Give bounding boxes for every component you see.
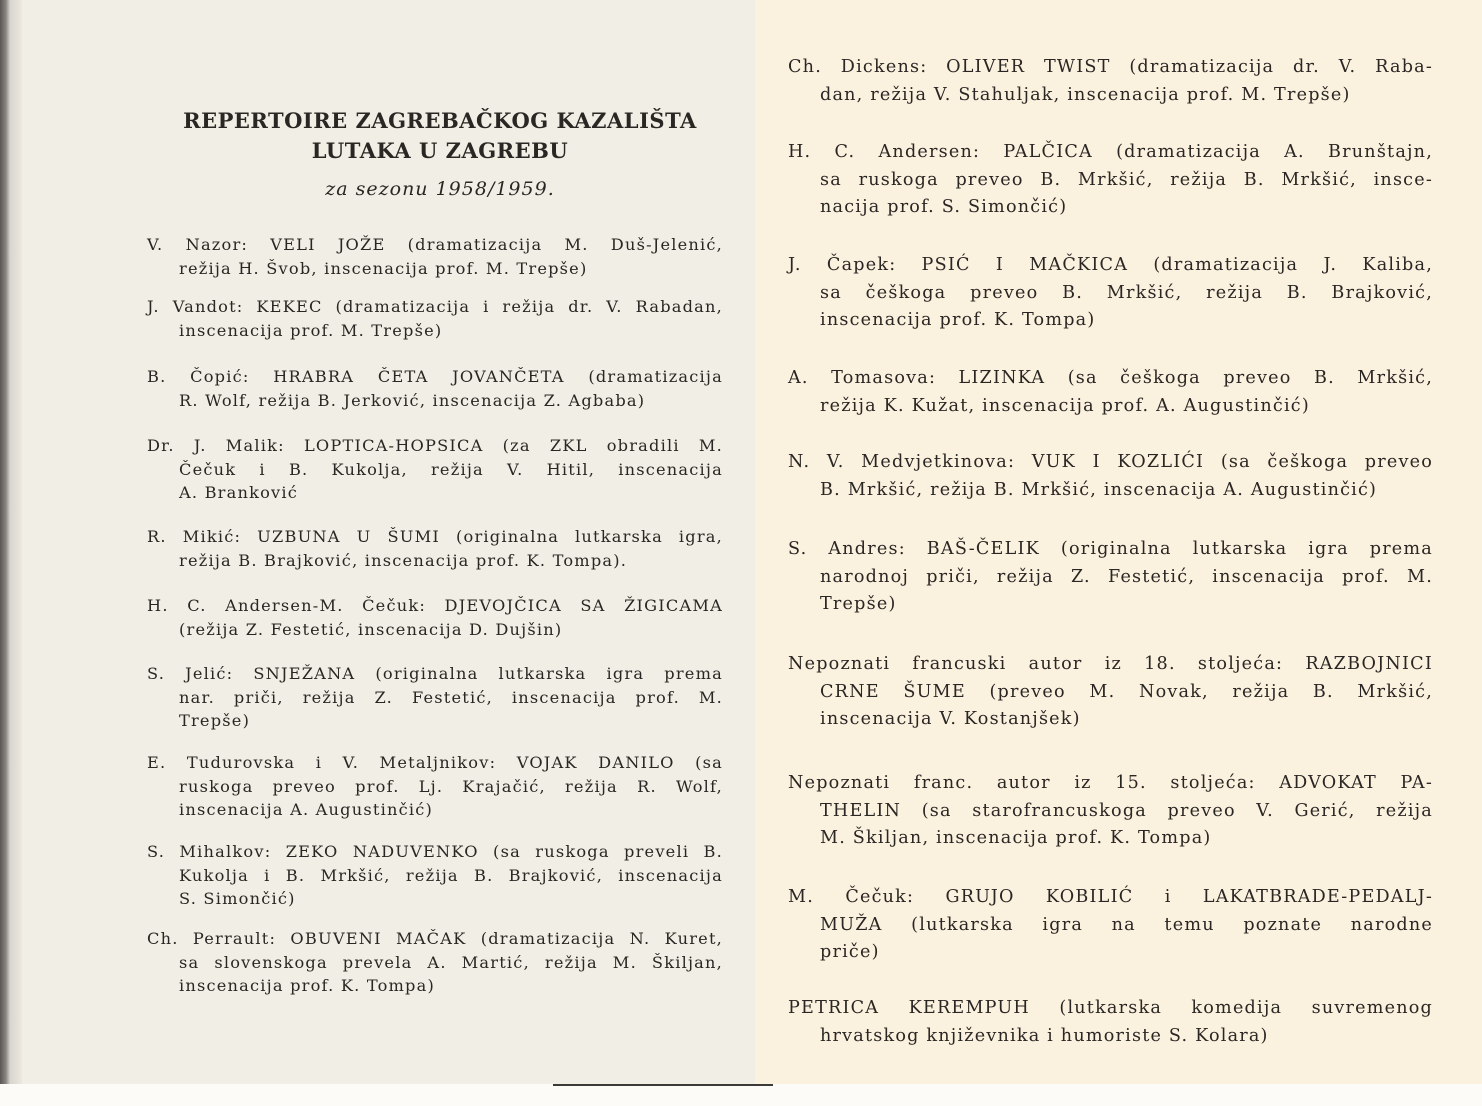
entry-line: M. Čečuk: GRUJO KOBILIĆ i LAKATBRADE-PEDALJ-	[788, 887, 1433, 907]
entry-line: B. Čopić: HRABRA ČETA JOVANČETA (dramatizacija	[147, 367, 723, 386]
entry-line: A. Tomasova: LIZINKA (sa češkoga preveo B. Mrkšić,	[788, 368, 1433, 388]
entry-left-7	[147, 662, 723, 733]
entry-continuation	[147, 686, 723, 733]
entry-continuation	[147, 319, 723, 343]
entry-line: Trepše)	[179, 711, 251, 730]
book-spine	[0, 0, 22, 1106]
bottom-edge	[0, 1084, 1482, 1106]
entry-line: S. Jelić: SNJEŽANA (originalna lutkarska igra prema	[147, 664, 723, 683]
entry-line: S. Andres: BAŠ-ČELIK (originalna lutkarska igra prema	[788, 539, 1433, 559]
entry-line: inscenacija prof. M. Trepše)	[179, 320, 443, 340]
entry-line: Dr. J. Malik: LOPTICA-HOPSICA (za ZKL obradili M.	[147, 436, 723, 455]
entry-line: M. Škiljan, inscenacija prof. K. Tompa)	[820, 828, 1212, 848]
entry-left-3	[147, 365, 723, 412]
entry-continuation	[788, 1023, 1433, 1051]
entry-line: režija H. Švob, inscenacija prof. M. Trepše)	[179, 258, 588, 278]
entry-line: sa ruskoga preveo B. Mrkšić, režija B. Mrkšić, insce-	[820, 169, 1433, 190]
entry-continuation	[147, 389, 723, 413]
entry-left-2	[147, 295, 723, 342]
entry-line: Ch. Dickens: OLIVER TWIST (dramatizacija dr. V. Raba-	[788, 57, 1433, 77]
entry-line: Nepoznati franc. autor iz 15. stoljeća: ADVOKAT PA-	[788, 773, 1433, 793]
entry-line: ruskoga preveo prof. Lj. Krajačić, režija R. Wolf,	[179, 776, 723, 796]
entry-continuation	[788, 393, 1433, 421]
entry-right-9	[788, 884, 1433, 967]
entry-line: H. C. Andersen-M. Čečuk: DJEVOJČICA SA ŽIGICAMA	[147, 596, 723, 615]
entry-line: MUŽA (lutkarska igra na temu poznate narodne	[820, 914, 1433, 935]
entry-line: S. Mihalkov: ZEKO NADUVENKO (sa ruskoga preveli B.	[147, 842, 723, 861]
entry-line: hrvatskog književnika i humoriste S. Kolara)	[820, 1025, 1269, 1046]
entry-line: priče)	[820, 942, 880, 962]
entry-right-4	[788, 365, 1433, 420]
entry-line: sa slovenskoga prevela A. Martić, režija M. Škiljan,	[179, 952, 723, 972]
entry-continuation	[147, 775, 723, 822]
entry-line: inscenacija V. Kostanjšek)	[820, 709, 1081, 729]
title-line-1: REPERTOIRE ZAGREBAČKOG KAZALIŠTA	[183, 108, 697, 133]
entry-continuation	[147, 618, 723, 642]
entry-line: E. Tudurovska i V. Metaljnikov: VOJAK DANILO (sa	[147, 753, 723, 772]
entry-continuation	[788, 912, 1433, 967]
entry-line: R. Mikić: UZBUNA U ŠUMI (originalna lutkarska igra,	[147, 527, 723, 546]
entry-continuation	[147, 458, 723, 505]
entry-left-6	[147, 594, 723, 641]
entry-line: J. Čapek: PSIĆ I MAČKICA (dramatizacija J. Kaliba,	[788, 255, 1433, 275]
entry-continuation	[147, 549, 723, 573]
entry-line: nacija prof. S. Simončić)	[820, 197, 1068, 217]
entry-right-8	[788, 770, 1433, 853]
entry-continuation	[788, 167, 1433, 222]
entry-line: H. C. Andersen: PALČICA (dramatizacija A. Brunštajn,	[788, 142, 1433, 162]
entry-line: dan, režija V. Stahuljak, inscenacija prof. M. Trepše)	[820, 84, 1351, 105]
entry-right-6	[788, 536, 1433, 619]
title-line-2: LUTAKA U ZAGREBU	[311, 138, 569, 163]
entry-line: Nepoznati francuski autor iz 18. stoljeća: RAZBOJNICI	[788, 654, 1433, 674]
entry-right-5	[788, 449, 1433, 504]
entry-continuation	[788, 82, 1433, 110]
entry-line: inscenacija prof. K. Tompa)	[179, 976, 435, 995]
entry-right-10	[788, 995, 1433, 1050]
entry-left-5	[147, 525, 723, 572]
entry-line: PETRICA KEREMPUH (lutkarska komedija suvremenog	[788, 998, 1433, 1018]
entry-line: Čečuk i B. Kukolja, režija V. Hitil, inscenacija	[179, 459, 723, 479]
entry-line: (režija Z. Festetić, inscenacija D. Dujšin)	[179, 619, 563, 639]
season-subtitle: za sezonu 1958/1959.	[325, 178, 555, 200]
entry-right-3	[788, 252, 1433, 335]
entry-line: narodnoj priči, režija Z. Festetić, inscenacija prof. M.	[820, 566, 1433, 587]
entry-continuation	[147, 951, 723, 998]
entry-line: N. V. Medvjetkinova: VUK I KOZLIĆI (sa češkoga preveo	[788, 452, 1433, 472]
entry-right-2	[788, 139, 1433, 222]
entry-line: režija B. Brajković, inscenacija prof. K. Tompa).	[179, 550, 628, 570]
entry-line: R. Wolf, režija B. Jerković, inscenacija Z. Agbaba)	[179, 390, 646, 410]
entry-continuation	[788, 564, 1433, 619]
entry-continuation	[788, 679, 1433, 734]
entry-line: režija K. Kužat, inscenacija prof. A. Augustinčić)	[820, 395, 1310, 416]
entry-left-4	[147, 434, 723, 505]
entry-line: inscenacija A. Augustinčić)	[179, 800, 434, 819]
entry-line: inscenacija prof. K. Tompa)	[820, 310, 1096, 330]
entry-line: THELIN (sa starofrancuskoga preveo V. Gerić, režija	[820, 800, 1433, 821]
entry-continuation	[788, 798, 1433, 853]
entry-left-10	[147, 927, 723, 998]
entry-line: Kukolja i B. Mrkšić, režija B. Brajković, inscenacija	[179, 865, 723, 885]
entry-line: J. Vandot: KEKEC (dramatizacija i režija dr. V. Rabadan,	[147, 297, 723, 316]
entry-continuation	[788, 477, 1433, 505]
entry-right-1	[788, 54, 1433, 109]
entry-left-8	[147, 751, 723, 822]
entry-line: V. Nazor: VELI JOŽE (dramatizacija M. Duš-Jelenić,	[147, 235, 723, 254]
page-edge-line	[553, 1084, 773, 1086]
entry-line: Ch. Perrault: OBUVENI MAČAK (dramatizacija N. Kuret,	[147, 929, 723, 948]
entry-line: sa češkoga preveo B. Mrkšić, režija B. Brajković,	[820, 282, 1433, 303]
entry-line: A. Branković	[179, 483, 299, 502]
entry-line: CRNE ŠUME (preveo M. Novak, režija B. Mrkšić,	[820, 681, 1433, 702]
entry-line: Trepše)	[820, 594, 897, 614]
entry-line: B. Mrkšić, režija B. Mrkšić, inscenacija A. Augustinčić)	[820, 479, 1378, 500]
entry-continuation	[147, 257, 723, 281]
entry-continuation	[147, 864, 723, 911]
entry-right-7	[788, 651, 1433, 734]
entry-left-9	[147, 840, 723, 911]
entry-line: S. Simončić)	[179, 889, 296, 908]
entry-left-1	[147, 233, 723, 280]
entry-line: nar. priči, režija Z. Festetić, inscenacija prof. M.	[179, 687, 723, 707]
entry-continuation	[788, 280, 1433, 335]
